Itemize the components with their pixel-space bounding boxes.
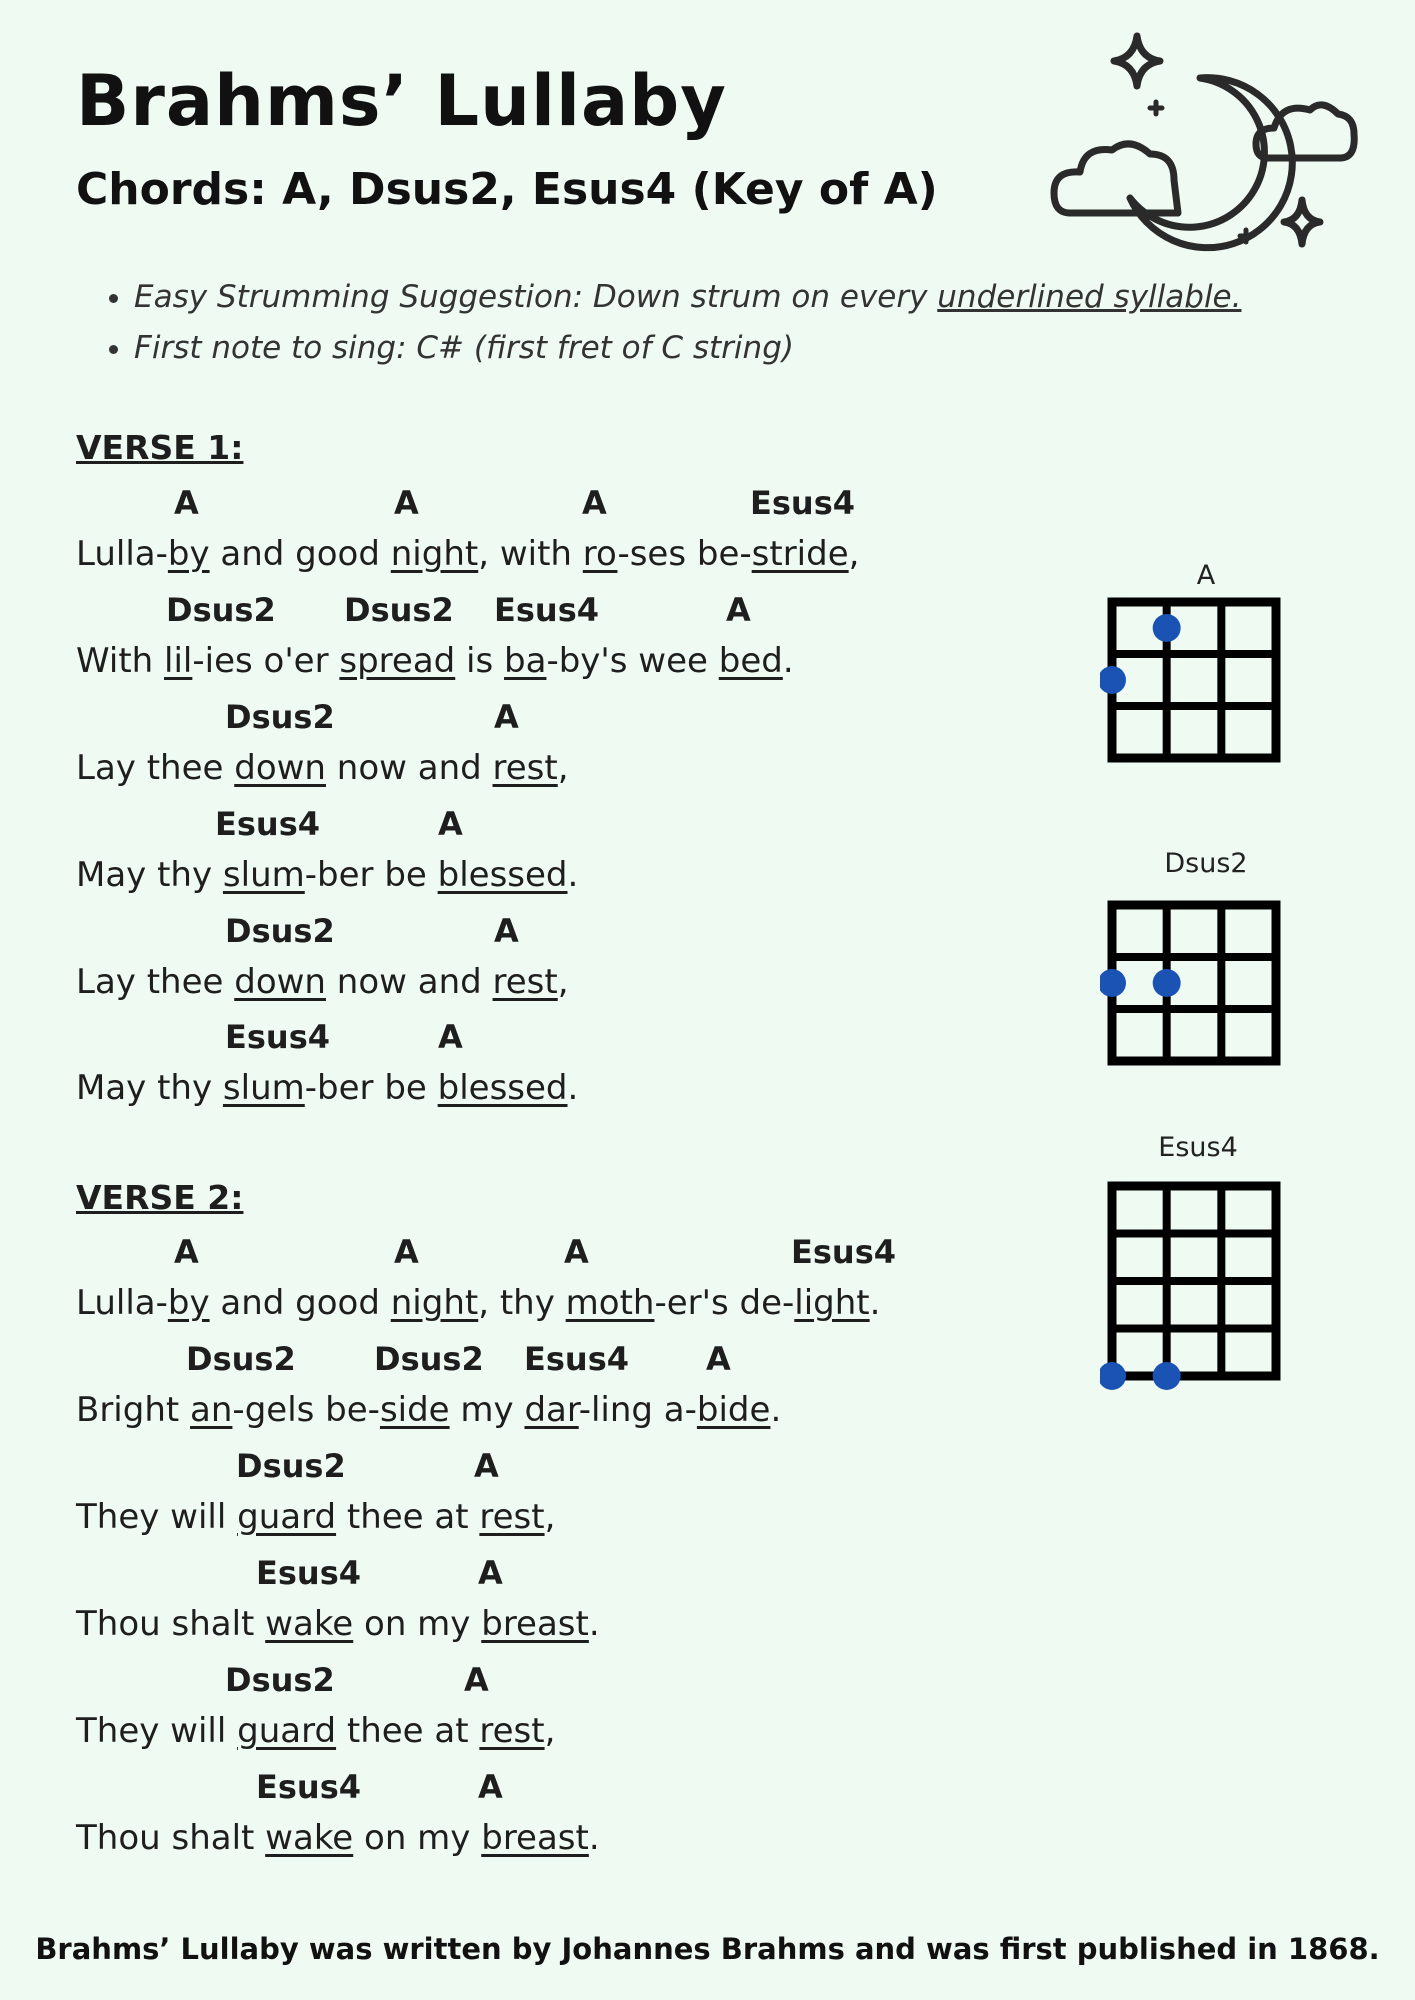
fretboard-frame [1112,905,1276,1061]
chord-label: Dsus2 [186,1340,296,1378]
strum-syllable: rest [492,962,558,1002]
chord-label: Dsus2 [225,1661,335,1699]
lyric-text: . [869,1283,881,1323]
chord-label: Dsus2 [236,1447,346,1485]
lyric-text: , [557,962,569,1002]
first-note: • First note to sing: C# (first fret of C string) [134,323,1241,374]
strum-syllable: down [234,748,326,788]
footer-note: Brahms’ Lullaby was written by Johannes Brahms and was first published in 1868. [35,1932,1380,1966]
chord-label: A [464,1661,489,1699]
strum-syllable: guard [237,1497,337,1537]
strum-syllable: blessed [437,855,568,895]
chord-label: A [174,1233,199,1271]
fretboard [1100,899,1300,1079]
strum-syllable: wake [265,1818,354,1858]
strum-syllable: bed [718,641,783,681]
verse-1-heading: VERSE 1: [76,428,244,467]
chord-line [76,1340,976,1380]
lyric-text: , [557,748,569,788]
strum-syllable: moth [565,1283,655,1323]
strum-syllable: rest [479,1711,545,1751]
lyric-line [76,748,569,792]
chord-line [76,805,976,845]
lyric-text: . [588,1604,600,1644]
lyric-text: With [76,641,165,681]
lyric-text: Lulla- [76,534,168,574]
lyric-text: Lay thee [76,748,235,788]
lyric-text: thee at [336,1497,480,1537]
strum-syllable: side [379,1390,450,1430]
lyric-text: They will [76,1711,238,1751]
lyric-text: thee at [336,1711,480,1751]
lyric-text: . [588,1818,600,1858]
strum-syllable: night [390,1283,479,1323]
moon-clouds-stars-icon [1050,28,1360,258]
lyric-text: . [567,1068,579,1108]
chord-label: Esus4 [791,1233,896,1271]
lyric-text: Bright [76,1390,191,1430]
lyric-text: -gels be- [232,1390,380,1430]
star-icon-2 [1284,200,1320,244]
chord-label: A [478,1768,503,1806]
lyric-text: and good [209,1283,391,1323]
chord-label: A [494,698,519,736]
lyric-text: , with [478,534,583,574]
chord-label: Dsus2 [225,912,335,950]
strum-syllable: ro [582,534,618,574]
strum-syllable: dar [524,1390,579,1430]
lyric-text: -ling a- [578,1390,697,1430]
lyric-text: -ses be- [617,534,752,574]
lyric-text: and good [209,534,391,574]
chord-label: A [438,1018,463,1056]
lyric-text: -ber be [304,1068,438,1108]
chord-line [76,698,976,738]
lyric-text: -ies o'er [192,641,340,681]
chord-label: A [478,1554,503,1592]
fretboard [1100,1180,1300,1390]
strum-syllable: rest [492,748,558,788]
lyric-text: . [567,855,579,895]
underlined-example: underlined syllable. [937,279,1242,315]
strum-syllable: bide [696,1390,771,1430]
strum-suggestion: • Easy Strumming Suggestion: Down strum on every underlined syllable. [134,272,1241,323]
star-icon [1114,36,1160,86]
chord-label: A [474,1447,499,1485]
chord-label: Esus4 [225,1018,330,1056]
lyric-text: . [782,641,794,681]
strum-syllable: breast [481,1818,589,1858]
lyric-line [76,1283,880,1327]
strum-syllable: blessed [437,1068,568,1108]
diagram-label: Esus4 [1158,1132,1238,1163]
strum-syllable: spread [339,641,456,681]
chord-label: A [174,484,199,522]
lyric-text: now and [325,962,493,1002]
chord-line [76,1233,976,1273]
chord-label: A [494,912,519,950]
lyric-text: , [848,534,860,574]
strum-syllable: stride [751,534,849,574]
strum-syllable: breast [481,1604,589,1644]
strum-syllable: light [794,1283,870,1323]
strum-syllable: down [234,962,326,1002]
strum-syllable: night [390,534,479,574]
chords-subtitle: Chords: A, Dsus2, Esus4 (Key of A) [76,164,938,215]
chord-label: Esus4 [750,484,855,522]
finger-dot [1100,666,1126,694]
chord-line [76,912,976,952]
lyric-line [76,1390,781,1434]
chord-label: A [582,484,607,522]
song-title: Brahms’ Lullaby [76,60,727,142]
chord-label: A [394,1233,419,1271]
lyric-line [76,1068,578,1112]
lyric-text: , [544,1497,556,1537]
lyric-text: May thy [76,855,223,895]
chord-label: A [706,1340,731,1378]
diagram-label: Dsus2 [1164,848,1248,879]
chord-label: A [394,484,419,522]
strum-syllable: slum [222,1068,305,1108]
chord-line [76,1768,976,1808]
chord-line [76,1018,976,1058]
chord-label: Esus4 [256,1554,361,1592]
lyric-line [76,641,794,685]
lyric-text: Thou shalt [76,1818,266,1858]
lyric-text: my [449,1390,525,1430]
finger-dot [1153,1362,1181,1390]
lyric-text: -er's de- [654,1283,795,1323]
fretboard [1100,596,1300,776]
verse-2-heading: VERSE 2: [76,1178,244,1217]
chord-label: A [726,591,751,629]
lyric-text: -ber be [304,855,438,895]
cloud-icon [1054,144,1178,213]
lyric-text: is [455,641,505,681]
lyric-text: on my [353,1604,482,1644]
lyric-text: . [770,1390,782,1430]
strum-syllable: rest [479,1497,545,1537]
strum-syllable: an [190,1390,233,1430]
strum-syllable: by [167,1283,210,1323]
lyric-line [76,1604,600,1648]
chord-line [76,484,976,524]
lyric-text: now and [325,748,493,788]
chord-label: Dsus2 [344,591,454,629]
lyric-text: , [544,1711,556,1751]
lyric-line [76,1711,555,1755]
strum-syllable: by [167,534,210,574]
instructions-list [98,272,1241,374]
lyric-line [76,962,569,1006]
finger-dot [1100,1362,1126,1390]
lyric-line [76,1818,600,1862]
lyric-text: Lulla- [76,1283,168,1323]
lyric-line [76,855,578,899]
lyric-text: on my [353,1818,482,1858]
lyric-line [76,534,859,578]
lyric-text: May thy [76,1068,223,1108]
finger-dot [1100,969,1126,997]
lyric-line [76,1497,555,1541]
lyric-text: Thou shalt [76,1604,266,1644]
chord-label: Esus4 [524,1340,629,1378]
cloud-icon-2 [1256,105,1354,158]
chord-label: Esus4 [215,805,320,843]
lyric-text: -by's wee [546,641,719,681]
chord-label: A [438,805,463,843]
lyric-text: Lay thee [76,962,235,1002]
strum-syllable: slum [222,855,305,895]
strum-syllable: ba [504,641,547,681]
chord-line [76,1554,976,1594]
strum-syllable: lil [164,641,193,681]
chord-label: Dsus2 [166,591,276,629]
fretboard-frame [1112,602,1276,758]
lyric-text: , thy [478,1283,566,1323]
chord-label: Dsus2 [374,1340,484,1378]
strum-syllable: wake [265,1604,354,1644]
finger-dot [1153,969,1181,997]
lyric-text: They will [76,1497,238,1537]
chord-label: Dsus2 [225,698,335,736]
strum-syllable: guard [237,1711,337,1751]
chord-line [76,591,976,631]
chord-line [76,1661,976,1701]
chord-line [76,1447,976,1487]
diagram-label: A [1196,560,1216,591]
chord-label: A [564,1233,589,1271]
chord-label: Esus4 [256,1768,361,1806]
chord-label: Esus4 [494,591,599,629]
finger-dot [1153,614,1181,642]
